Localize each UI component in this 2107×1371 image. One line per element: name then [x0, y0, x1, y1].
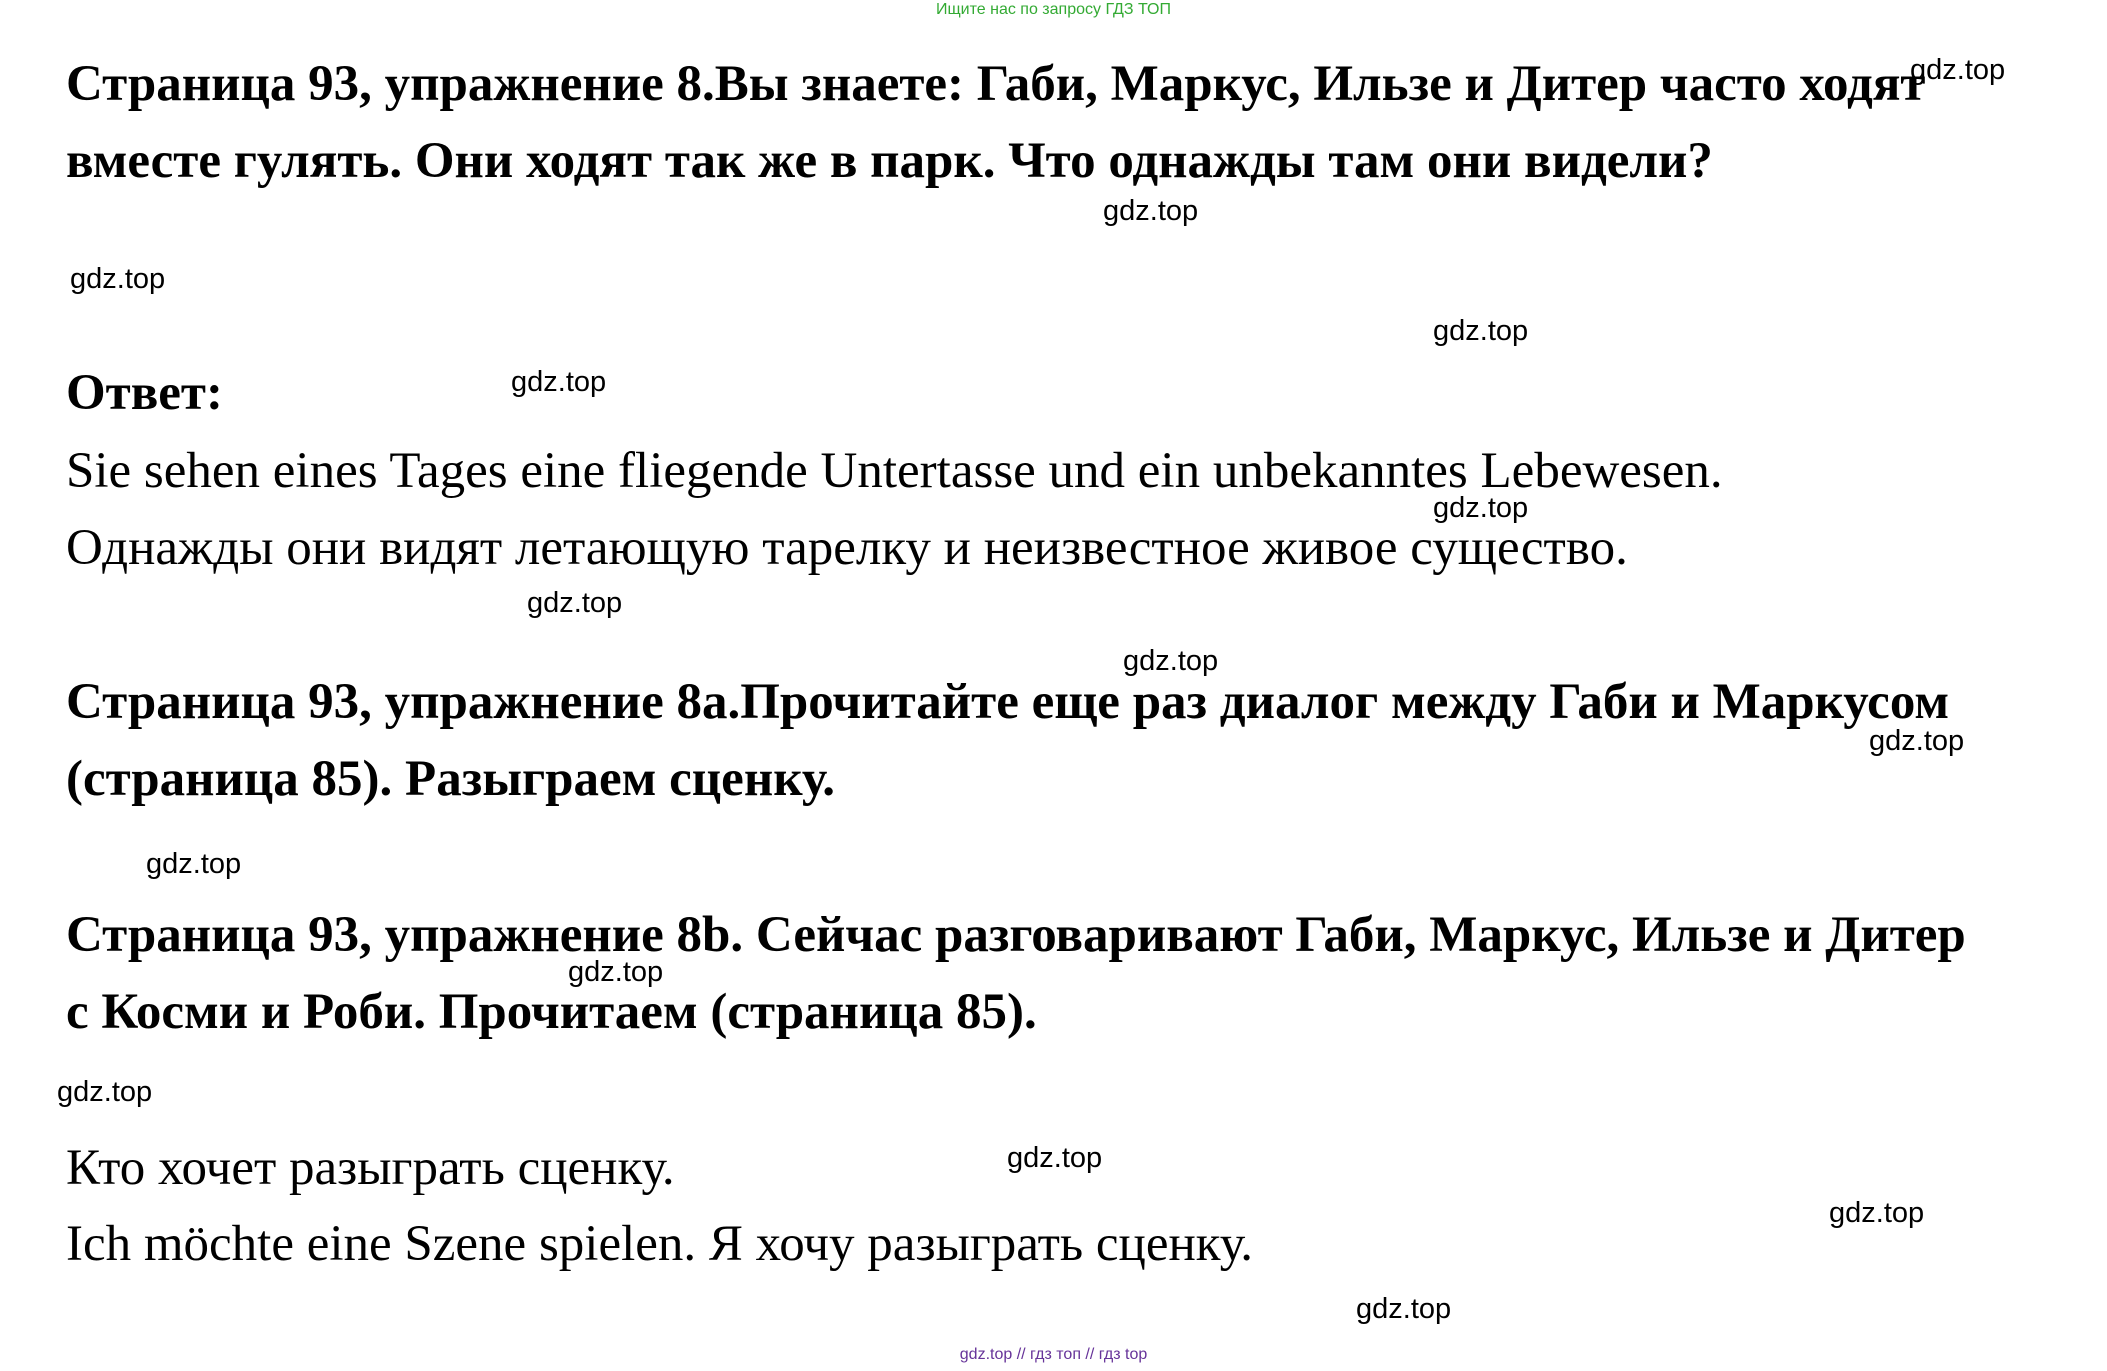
- watermark: gdz.top: [568, 956, 664, 988]
- watermark: gdz.top: [1433, 315, 1529, 347]
- exercise-8b-heading: Страница 93, упражнение 8b. Сейчас разговаривают Габи, Маркус, Ильзе и Дитер с Косми и Роби. Прочитаем (страница 85).: [66, 907, 1966, 1040]
- dialog-line-1: Кто хочет разыграть сценку.: [66, 1140, 675, 1196]
- watermark: gdz.top: [511, 366, 607, 398]
- answer-german: Sie sehen eines Tages eine fliegende Untertasse und ein unbekanntes Lebewesen.: [66, 443, 1723, 499]
- watermark: gdz.top: [1356, 1293, 1452, 1325]
- answer-label: Ответ:: [66, 365, 223, 421]
- footer-links: gdz.top // гдз топ // гдз top: [959, 1346, 1148, 1363]
- watermark: gdz.top: [1829, 1197, 1925, 1229]
- exercise-8a-heading: Страница 93, упражнение 8а.Прочитайте еще раз диалог между Габи и Маркусом (страница 85). Разыграем сценку.: [66, 674, 1950, 807]
- watermark: gdz.top: [146, 848, 242, 880]
- watermark: gdz.top: [527, 587, 623, 619]
- watermark: gdz.top: [1910, 54, 2006, 86]
- watermark: gdz.top: [1433, 492, 1529, 524]
- watermark: gdz.top: [1103, 195, 1199, 227]
- dialog-line-2: Ich möchte eine Szene spielen. Я хочу разыграть сценку.: [66, 1216, 1253, 1272]
- answer-russian: Однажды они видят летающую тарелку и неизвестное живое существо.: [66, 520, 1628, 576]
- exercise-8-heading: Страница 93, упражнение 8.Вы знаете: Габи, Маркус, Ильзе и Дитер часто ходят вместе гулять. Они ходят так же в парк. Что однажды там они видели?: [66, 56, 1926, 189]
- watermark: gdz.top: [1123, 645, 1219, 677]
- top-banner: Ищите нас по запросу ГДЗ ТОП: [936, 1, 1171, 18]
- watermark: gdz.top: [1869, 725, 1965, 757]
- watermark: gdz.top: [57, 1076, 153, 1108]
- watermark: gdz.top: [1007, 1142, 1103, 1174]
- watermark: gdz.top: [70, 263, 166, 295]
